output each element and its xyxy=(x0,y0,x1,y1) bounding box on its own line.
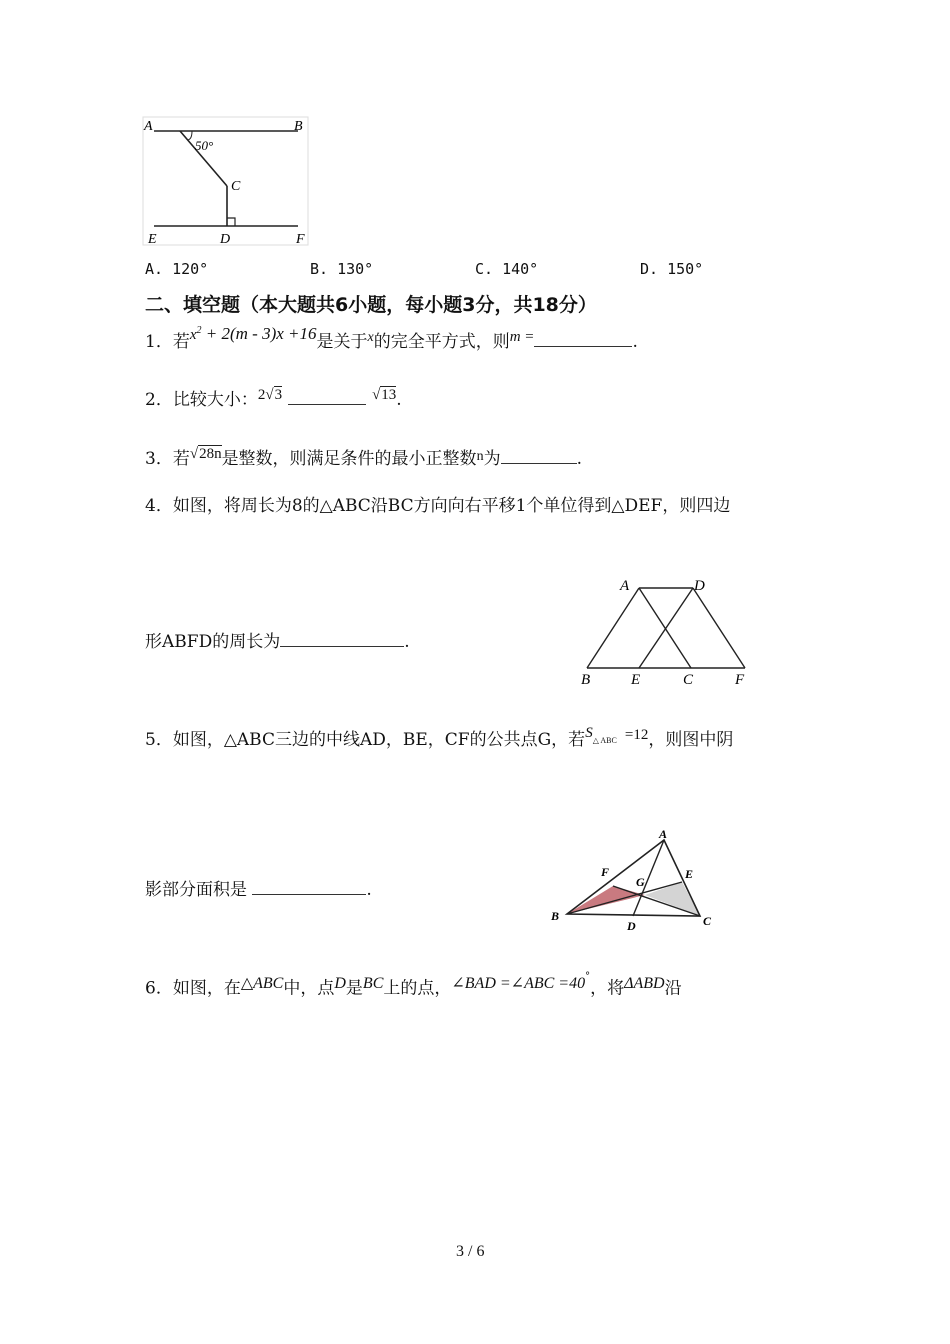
option-b-letter: B. xyxy=(310,260,329,278)
label-angle: 50° xyxy=(195,138,214,153)
q3-mid2: 为 xyxy=(483,449,501,469)
option-c xyxy=(475,258,538,280)
option-b xyxy=(310,258,373,280)
q1-var-x: x xyxy=(367,330,374,345)
q5-line1b: ，则图中阴 xyxy=(648,730,734,750)
shaded-region-left xyxy=(567,886,645,914)
label-a: A xyxy=(144,119,153,134)
q2-lhs-rad: 3 xyxy=(274,387,283,403)
q1-m-eq: m = xyxy=(509,329,535,345)
q1-expr-rest: + 2(m - 3)x +16 xyxy=(201,324,317,343)
right-angle-mark xyxy=(227,218,235,226)
q6-mid1: 中，点 xyxy=(283,978,335,999)
parallel-lines-figure xyxy=(140,112,315,247)
q5-s-val: =12 xyxy=(624,727,649,743)
option-d xyxy=(640,258,703,280)
question-5-line1 xyxy=(145,725,734,754)
q3-end: . xyxy=(576,449,582,469)
q4-end: . xyxy=(404,632,410,652)
angle-arc xyxy=(187,131,192,140)
q2-num: 2．比较大小： xyxy=(145,390,258,410)
q5-s: S xyxy=(585,725,593,741)
q3-num: 3．若 xyxy=(145,449,190,469)
q6-tri2: ΔABD xyxy=(624,974,665,992)
q6-mid2: 是 xyxy=(345,978,363,999)
fig4-label-b: B xyxy=(581,672,591,688)
q2-rhs-rad: 13 xyxy=(381,387,397,403)
q6-mid4: ，将 xyxy=(590,978,625,999)
section-heading: 二、填空题（本大题共6小题，每小题3分，共18分） xyxy=(145,294,597,316)
fig5-label-f: F xyxy=(601,865,610,879)
q6-tri: △ABC xyxy=(240,974,284,992)
segment-ab xyxy=(587,588,639,668)
q6-end: 沿 xyxy=(664,978,682,999)
question-5-line2 xyxy=(145,878,372,901)
q5-line1a: 5．如图，△ABC三边的中线AD，BE，CF的公共点G，若 xyxy=(145,730,586,750)
question-4-line2 xyxy=(145,630,410,653)
page-number: 3 / 6 xyxy=(456,1243,485,1260)
q4-line2-text: 形ABFD的周长为 xyxy=(145,632,281,652)
option-a-letter: A. xyxy=(145,260,164,278)
fig4-label-e: E xyxy=(631,672,641,688)
q6-deg: ° xyxy=(585,971,591,982)
q2-lhs-coef: 2 xyxy=(257,387,266,403)
q6-bc: BC xyxy=(362,974,384,992)
fig5-label-a: A xyxy=(659,828,668,841)
option-d-value: 150° xyxy=(667,260,704,278)
fig5-label-e: E xyxy=(685,867,694,881)
q1-num: 1．若 xyxy=(145,332,190,352)
q1-answer-blank[interactable] xyxy=(534,330,632,347)
label-f: F xyxy=(296,232,305,247)
q1-mid: 是关于 xyxy=(316,332,368,352)
q6-num: 6．如图，在 xyxy=(145,978,241,999)
fig5-label-g: G xyxy=(636,875,645,889)
question-4-line1: 4．如图，将周长为8的△ABC沿BC方向向右平移1个单位得到△DEF，则四边 xyxy=(145,496,731,516)
translation-figure xyxy=(575,574,760,692)
fig4-label-f: F xyxy=(735,672,745,688)
label-e: E xyxy=(148,232,157,247)
q5-end: . xyxy=(366,880,372,900)
fig5-label-b: B xyxy=(551,909,560,923)
fig4-label-a: A xyxy=(620,578,630,594)
q1-end: . xyxy=(632,332,638,352)
option-c-value: 140° xyxy=(502,260,539,278)
q6-angles: ∠BAD =∠ABC =40 xyxy=(451,974,586,992)
fig5-label-c: C xyxy=(703,914,712,928)
q1-expr-x: x xyxy=(189,327,197,343)
q4-answer-blank[interactable] xyxy=(280,630,404,647)
q6-mid3: 上的点， xyxy=(383,978,452,999)
q3-answer-blank[interactable] xyxy=(501,447,577,464)
label-c: C xyxy=(231,179,241,194)
question-1 xyxy=(145,324,638,355)
option-d-letter: D. xyxy=(640,260,659,278)
option-c-letter: C. xyxy=(475,260,494,278)
option-a xyxy=(145,258,208,280)
fig4-label-d: D xyxy=(694,578,705,594)
question-6 xyxy=(145,971,682,1001)
option-b-value: 130° xyxy=(337,260,374,278)
label-b: B xyxy=(294,119,303,134)
q5-answer-blank[interactable] xyxy=(252,878,366,895)
fig4-label-c: C xyxy=(683,672,694,688)
q6-d: D xyxy=(334,974,346,992)
q3-mid: 是整数，则满足条件的最小正整数 xyxy=(221,449,477,469)
q5-line2-text: 影部分面积是 xyxy=(145,880,253,900)
q1-expr-sup: 2 xyxy=(196,325,202,336)
question-3: 3．若√28n是整数，则满足条件的最小正整数$^n$为 . xyxy=(145,446,582,469)
label-d: D xyxy=(220,232,231,247)
q3-n: n xyxy=(476,449,484,464)
q5-s-sub: △ ABC xyxy=(592,736,617,745)
option-a-value: 120° xyxy=(172,260,209,278)
q3-rad: 28n xyxy=(199,446,222,462)
question-2: 2．比较大小：2√3 √13. xyxy=(145,387,402,410)
q2-answer-blank[interactable] xyxy=(288,388,366,405)
q1-mid2: 的完全平方式，则 xyxy=(373,332,510,352)
segment-df xyxy=(693,588,745,668)
fig5-label-d: D xyxy=(627,919,636,933)
medians-figure xyxy=(545,828,725,936)
q2-end: . xyxy=(396,390,402,410)
